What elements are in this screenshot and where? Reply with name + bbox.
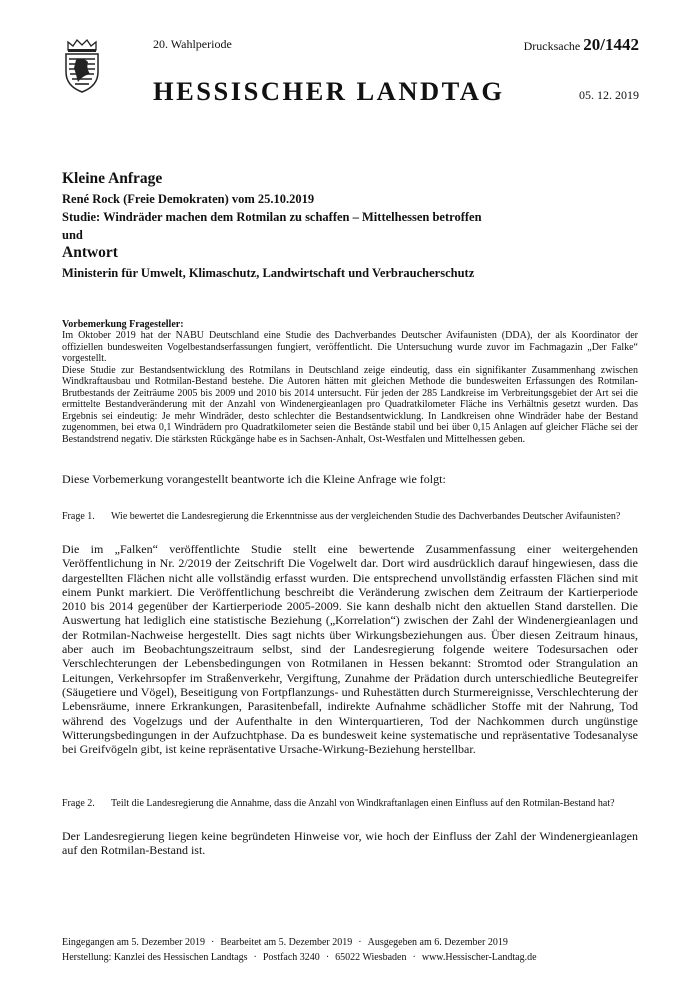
antwort-1-text: Die im „Falken“ veröffentlichte Studie stellt eine bewertende Zusammenfassung einer weitergehenden Veröffentlichung in Nr. 2/2019 der Zeitschrift Die Vogelwelt dar. Dort wird ausdrücklich darauf hingewiesen, dass die dargestellten Flächen nicht alle vollständig erfasst wurden. Die entsprechend unvollständig erfassten Flächen sind mit einem Punkt markiert. Die Veröffentlichung beschreibt die Veränderung zwischen dem Zeitraum der Kartierperiode 2010 bis 2014 gegenüber der Kartierperiode 2005-2009. Sie kann deshalb nicht den aktuellen Stand darstellen. Die Auswertung hat lediglich eine statistische Beziehung („Korrelation“) zwischen der Zahl der Windenergieanlagen und der Rotmilan-Nachweise hergestellt. Dies sagt nichts über Wirkungsbeziehungen aus. Über diesen Zeitraum hinaus, aber auch im Beobachtungszeitraum selbst, sind der Landesregierung folgende weitere Todesursachen oder Verschlechterungen der Lebensbedingungen von Rotmilanen in Hessen bekannt: Stromtod oder Strangulation an Leitungen, Verkehrsopfer im Straßenverkehr, Vergiftung, Zunahme der Prädation durch unterschiedliche Beutegreifer (Säugetiere und Vögel), Beseitigung von Fortpflanzungs- und Ruhestätten durch Sturmereignisse, Verschlechterung der Lebensräume, innere Erkrankungen, Parasitenbefall, indirekte Aufnahme schädlicher Stoffe mit der Nahrung, Tod während des Vogelzugs und der Aufenthalte in den Winterquartieren, Tod der Nachkommen durch ungünstige Witterungsbedingungen in der Aufzuchtphase. Da es bundesweit keine systematische und repräsentative Todesanalyse bei Greifvögeln gibt, ist keine repräsentative Ursache-Wirkung-Beziehung herstellbar. xyxy=(62,542,638,757)
footer-publisher xyxy=(62,952,537,963)
drucksache-label: Drucksache xyxy=(523,39,581,53)
footer-separator: · xyxy=(358,937,362,948)
heading-fragesteller: René Rock (Freie Demokraten) vom 25.10.2019 xyxy=(62,192,315,206)
heading-studie: Studie: Windräder machen dem Rotmilan zu schaffen – Mittelhessen betroffen xyxy=(62,210,482,224)
footer-website-link[interactable]: www.Hessischer-Landtag.de xyxy=(421,952,537,963)
footer-postfach: Postfach 3240 xyxy=(262,952,320,963)
antwort-2-text: Der Landesregierung liegen keine begründeten Hinweise vor, wie hoch der Einfluss der Zahl der Windenergieanlagen auf den Rotmilan-Bestand ist. xyxy=(62,829,638,858)
heading-antwort: Antwort xyxy=(62,244,118,261)
frage-2-text: Teilt die Landesregierung die Annahme, dass die Anzahl von Windkraftanlagen einen Einfluss auf den Rotmilan-Bestand hat? xyxy=(111,798,615,809)
vorbemerkung-paragraph: Diese Studie zur Bestandsentwicklung des Rotmilans in Deutschland zeige eindeutig, dass ein signifikanter Zusammenhang zwischen Windkraftausbau und Rotmilan-Bestand bestehe. Die Autoren hätten mit gleichen Methode die bundesweiten Erfassungen des Rotmilan-Brutbestands der Zeiträume 2005 bis 2009 und 2010 bis 2014 untersucht. Für jeden der 285 Landkreise im Verbreitungsgebiet der Art sei die ermittelte Bestandveränderung mit der Anzahl von Windenergieanlagen pro Quadratkilometer Fläche ins Verhältnis gesetzt wurden. Das Ergebnis sei eindeutig: Je mehr Windräder, desto schlechter die Bestandsentwicklung. In Landkreisen ohne Windräder habe der Bestand zugenommen, bei etwa 0,1 Windrädern pro Quadratkilometer seien die Bestände stabil und bei über 0,15 Anlagen auf gleicher Fläche sei der Bestandstrend negativ. Die stärksten Rückgänge habe es in Sachsen-Anhalt, Ost-Westfalen und Mittelhessen geben. xyxy=(62,364,638,445)
footer-ausgegeben: Ausgegeben am 6. Dezember 2019 xyxy=(367,937,508,948)
vorbemerkung-heading: Vorbemerkung Fragesteller: xyxy=(62,319,184,330)
footer-herstellung: Herstellung: Kanzlei des Hessischen Landtags xyxy=(62,952,248,963)
footer-separator: · xyxy=(325,952,330,963)
footer-separator: · xyxy=(412,952,416,963)
wahlperiode: 20. Wahlperiode xyxy=(153,37,232,51)
frage-2-label: Frage 2. xyxy=(62,798,95,809)
footer-dates xyxy=(62,937,508,948)
frage-1-text: Wie bewertet die Landesregierung die Erkenntnisse aus der vergleichenden Studie des Dachverbandes Deutscher Avifaunisten? xyxy=(111,511,621,522)
footer-bearbeitet: Bearbeitet am 5. Dezember 2019 xyxy=(220,937,353,948)
frage-1-label: Frage 1. xyxy=(62,511,95,522)
heading-kleine-anfrage: Kleine Anfrage xyxy=(62,170,163,187)
footer-separator: · xyxy=(211,937,215,948)
vorbemerkung-body xyxy=(62,330,638,445)
heading-ministerium: Ministerin für Umwelt, Klimaschutz, Landwirtschaft und Verbraucherschutz xyxy=(62,266,475,280)
hessen-crest-icon xyxy=(62,38,102,94)
heading-und: und xyxy=(62,228,83,242)
footer-eingegangen: Eingegangen am 5. Dezember 2019 xyxy=(62,937,206,948)
vorbemerkung-paragraph: Im Oktober 2019 hat der NABU Deutschland eine Studie des Dachverbandes Deutscher Avifaunisten (DDA), der als Koordinator der offiziellen bundesweiten Vogelbestandserfassungen fungiert, veröffentlicht. Die Untersuchung wurde zuvor im Fachmagazin „Der Falke“ vorgestellt. xyxy=(62,330,638,364)
drucksache xyxy=(524,35,639,55)
intro-text: Diese Vorbemerkung vorangestellt beantworte ich die Kleine Anfrage wie folgt: xyxy=(62,472,446,486)
footer-separator: · xyxy=(253,952,257,963)
footer-ort: 65022 Wiesbaden xyxy=(335,952,407,963)
drucksache-number: 20/1442 xyxy=(583,35,639,54)
landtag-title: HESSISCHER LANDTAG xyxy=(153,76,505,106)
document-date: 05. 12. 2019 xyxy=(579,88,639,102)
